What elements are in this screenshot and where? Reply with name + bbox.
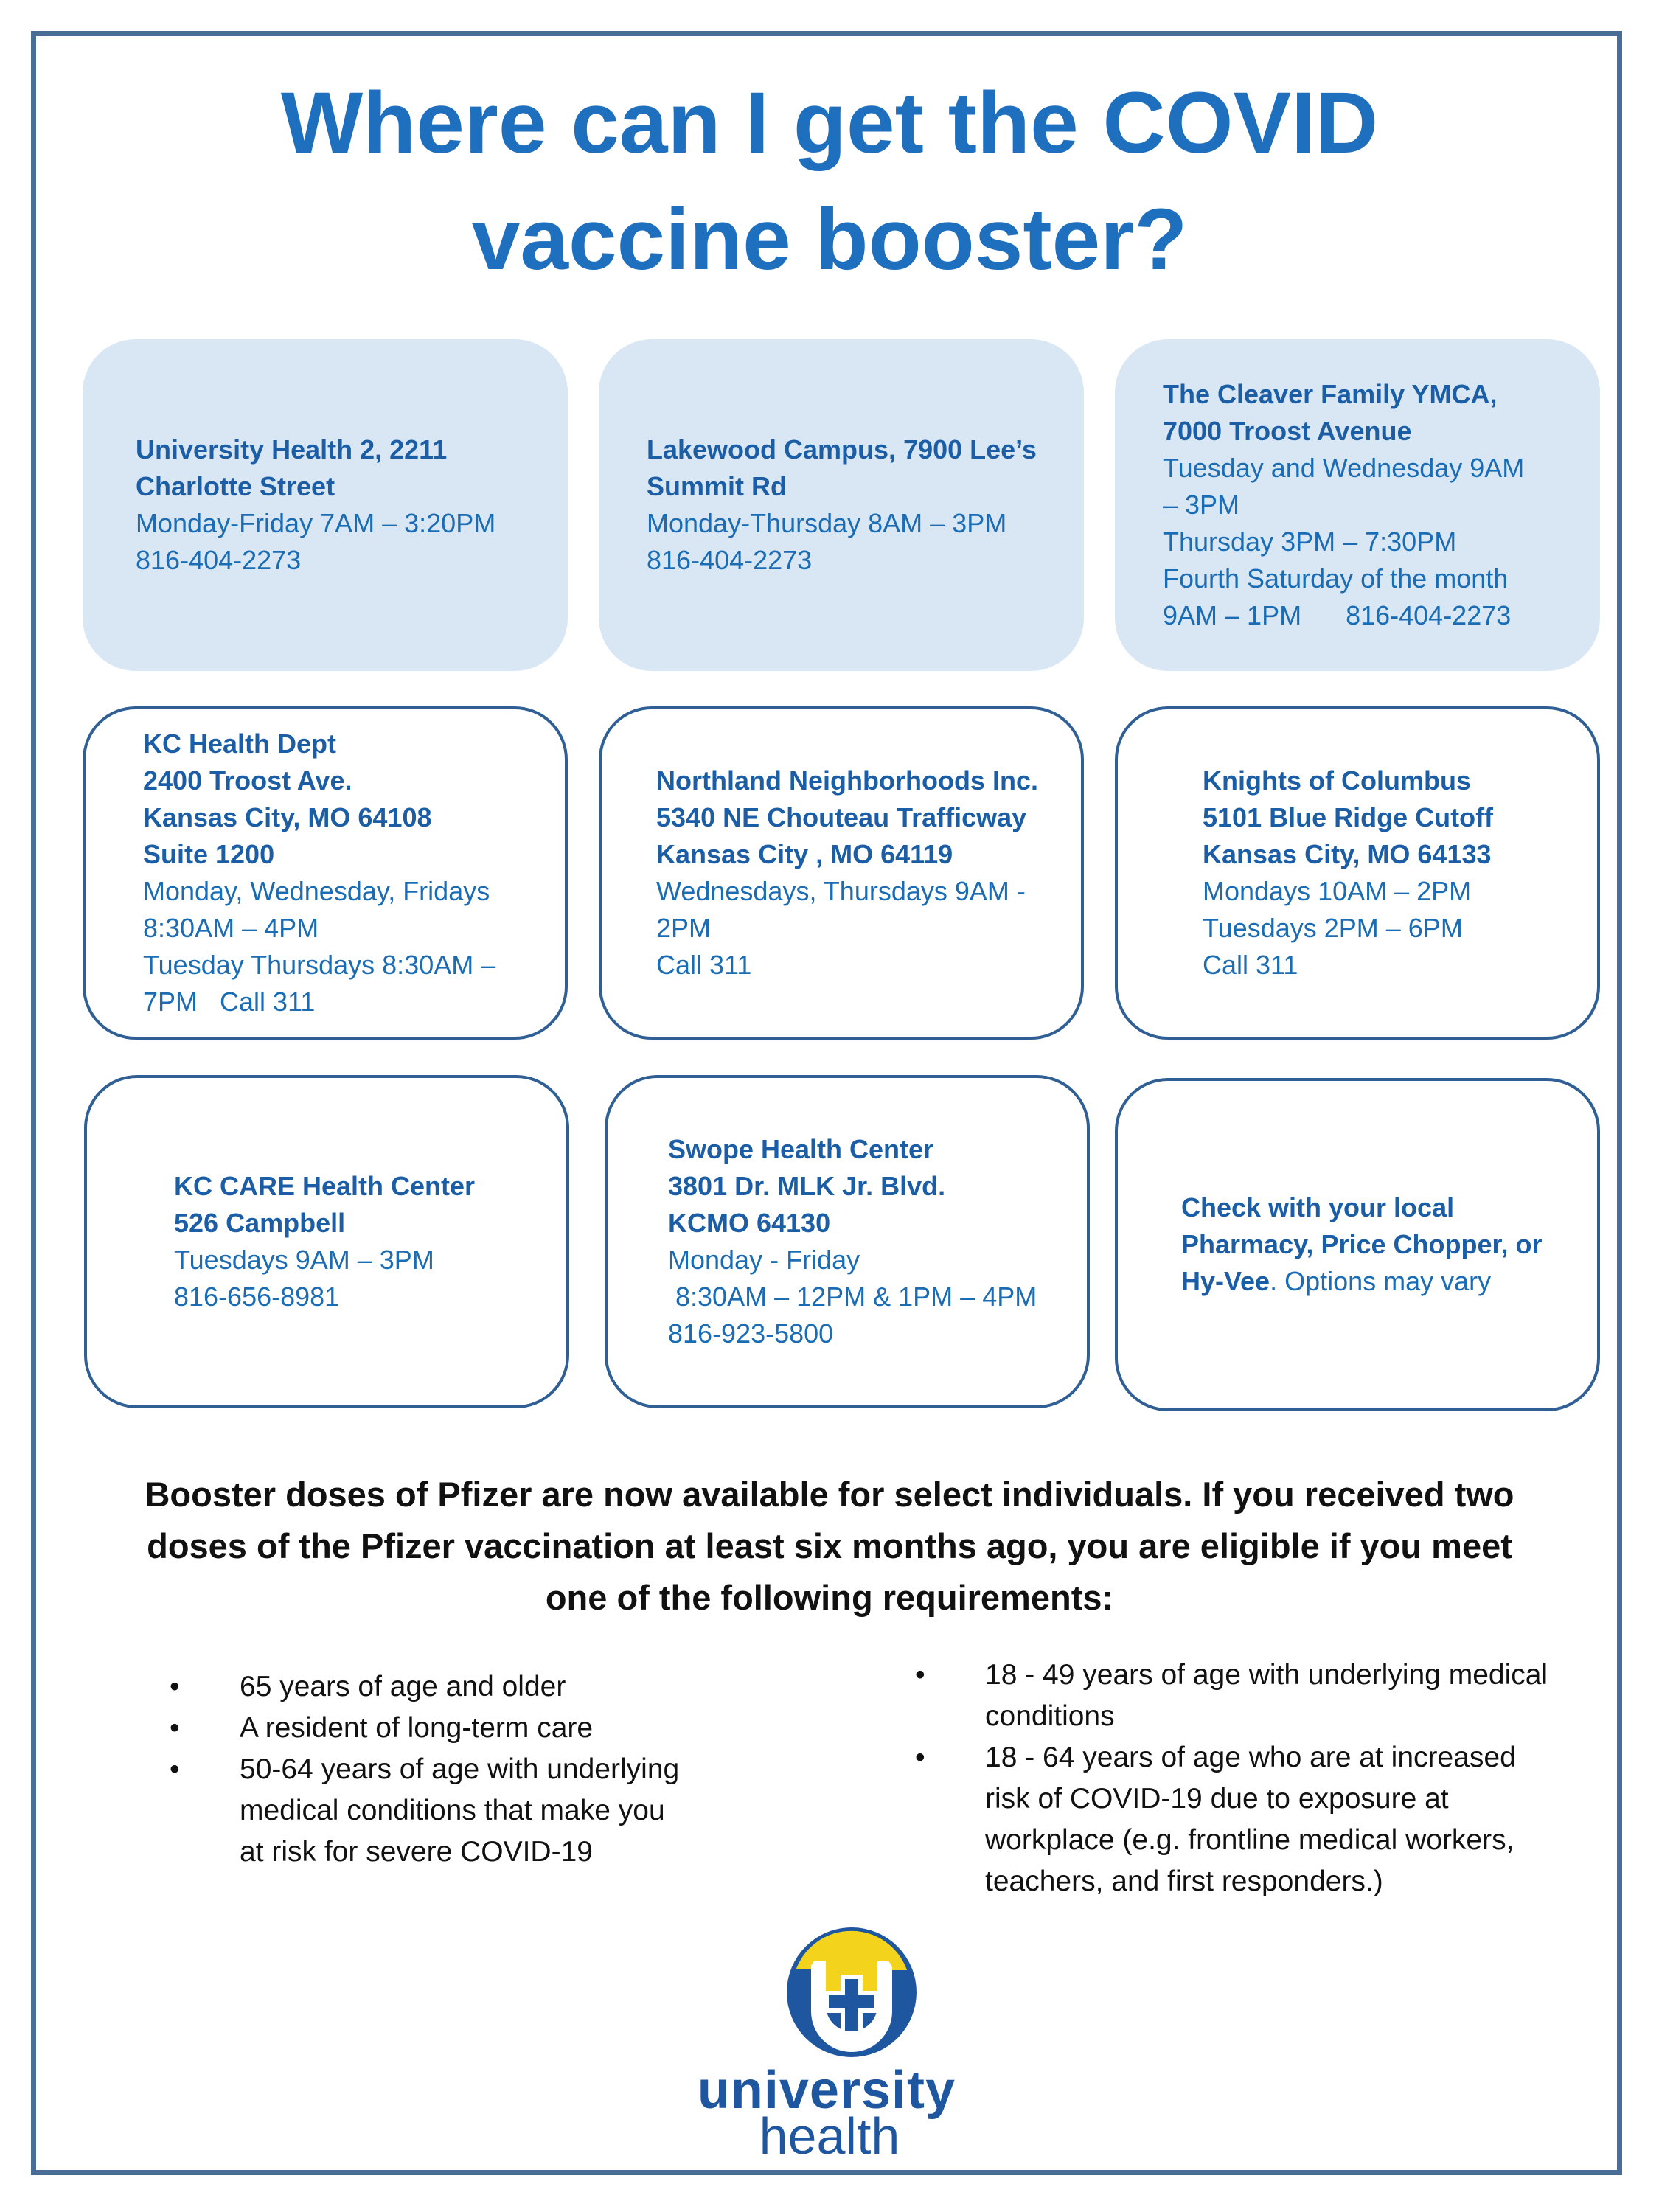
card-address-line: Summit Rd: [647, 471, 787, 501]
location-card-swope-health-center: [605, 1075, 1090, 1408]
bullet-icon: •: [915, 1742, 925, 1773]
card-phone-line: 816-404-2273: [647, 545, 813, 575]
location-card-knights-of-columbus: [1115, 706, 1600, 1040]
booster-line-1: Booster doses of Pfizer are now available for select individuals. If you received two: [145, 1475, 1514, 1514]
card-address-line: 7000 Troost Avenue: [1163, 416, 1412, 446]
card-address-line: KC Health Dept: [143, 728, 337, 759]
requirement-text: at risk for severe COVID-19: [240, 1836, 593, 1868]
card-phone-line: 816-923-5800: [668, 1318, 834, 1349]
card-hours-line: Monday-Friday 7AM – 3:20PM: [136, 508, 496, 538]
bullet-icon: •: [170, 1712, 180, 1744]
card-address-line: Lakewood Campus, 7900 Lee’s: [647, 434, 1037, 465]
card-address-line: The Cleaver Family YMCA,: [1163, 379, 1498, 409]
requirement-item: [170, 1666, 679, 1708]
requirement-item: [915, 1655, 1548, 1737]
card-address-line: Northland Neighborhoods Inc.: [656, 765, 1038, 796]
location-card-university-health-2: [83, 339, 568, 671]
card-hours-line: 8:30AM – 4PM: [143, 913, 319, 943]
card-hours-line: Monday-Thursday 8AM – 3PM: [647, 508, 1007, 538]
logo-word-university: university: [697, 2061, 956, 2120]
pharmacy-line: Check with your local: [1181, 1192, 1455, 1222]
requirement-text: 18 - 49 years of age with underlying medical: [985, 1659, 1548, 1691]
page-title: [0, 65, 1659, 298]
location-card-cleaver-ymca: [1115, 339, 1600, 671]
location-card-local-pharmacy: [1115, 1078, 1600, 1411]
card-address-line: 5340 NE Chouteau Trafficway: [656, 802, 1027, 832]
requirement-text: 50-64 years of age with underlying: [240, 1753, 680, 1785]
requirement-text: A resident of long-term care: [240, 1712, 594, 1744]
card-hours-line: – 3PM: [1163, 490, 1240, 520]
title-line-1: Where can I get the COVID: [280, 74, 1379, 172]
card-address-line: KC CARE Health Center: [174, 1171, 476, 1201]
card-hours-line: 2PM: [656, 913, 712, 943]
title-line-2: vaccine booster?: [471, 191, 1188, 288]
booster-line-3: one of the following requirements:: [545, 1578, 1114, 1617]
bullet-icon: •: [915, 1659, 925, 1691]
card-address-line: 526 Campbell: [174, 1208, 346, 1238]
hy-vee-text: Hy-Vee: [1181, 1266, 1270, 1296]
university-health-cross-icon: [767, 1917, 936, 2065]
card-address-line: Charlotte Street: [136, 471, 335, 501]
card-hours-line: Thursday 3PM – 7:30PM: [1163, 526, 1457, 557]
card-address-line: Kansas City, MO 64133: [1203, 839, 1492, 869]
card-address-line: Swope Health Center: [668, 1134, 934, 1164]
requirement-text: 65 years of age and older: [240, 1671, 566, 1703]
location-card-kc-health-dept: [83, 706, 568, 1040]
card-hours-line: Tuesdays 2PM – 6PM: [1203, 913, 1463, 943]
location-card-lakewood-campus: [599, 339, 1084, 671]
requirements-list-left: [170, 1666, 680, 1873]
requirement-item: [170, 1749, 680, 1873]
card-hours-line: Fourth Saturday of the month: [1163, 563, 1509, 594]
requirements-list-right: [915, 1655, 1548, 1902]
options-may-vary-text: . Options may vary: [1270, 1266, 1492, 1296]
card-phone-line: 816-656-8981: [174, 1281, 340, 1312]
requirement-text: workplace (e.g. frontline medical workers,: [985, 1824, 1514, 1856]
booster-line-2: doses of the Pfizer vaccination at least six months ago, you are eligible if you meet: [147, 1526, 1512, 1565]
card-address-line: Kansas City, MO 64108: [143, 802, 432, 832]
card-hours-line: Monday - Friday: [668, 1245, 860, 1275]
card-address-line: Suite 1200: [143, 839, 275, 869]
requirement-item: [915, 1737, 1548, 1902]
card-hours-phone-line: 9AM – 1PM 816-404-2273: [1163, 600, 1512, 630]
bullet-icon: •: [170, 1753, 180, 1785]
card-hours-line: Tuesdays 9AM – 3PM: [174, 1245, 434, 1275]
card-address-line: KCMO 64130: [668, 1208, 831, 1238]
location-card-northland-neighborhoods: [599, 706, 1084, 1040]
booster-eligibility-heading: [66, 1469, 1593, 1624]
location-card-kc-care-health-center: [84, 1075, 569, 1408]
card-address-line: Knights of Columbus: [1203, 765, 1471, 796]
card-address-line: 2400 Troost Ave.: [143, 765, 352, 796]
requirement-text: teachers, and first responders.): [985, 1865, 1383, 1897]
requirement-text: risk of COVID-19 due to exposure at: [985, 1783, 1449, 1815]
logo-word-health: health: [759, 2107, 900, 2165]
card-address-line: Kansas City , MO 64119: [656, 839, 953, 869]
card-hours-line: Wednesdays, Thursdays 9AM -: [656, 876, 1026, 906]
card-phone-line: Call 311: [1203, 950, 1298, 980]
pharmacy-line-3: [1181, 1263, 1597, 1300]
card-address-line: University Health 2, 2211: [136, 434, 448, 465]
requirement-text: medical conditions that make you: [240, 1795, 665, 1826]
card-hours-line: Monday, Wednesday, Fridays: [143, 876, 490, 906]
card-hours-line: Mondays 10AM – 2PM: [1203, 876, 1472, 906]
requirement-text: 18 - 64 years of age who are at increased: [985, 1742, 1516, 1773]
card-address-line: 3801 Dr. MLK Jr. Blvd.: [668, 1171, 946, 1201]
bullet-icon: •: [170, 1671, 180, 1703]
card-hours-phone-line: 7PM Call 311: [143, 987, 316, 1017]
card-phone-line: 816-404-2273: [136, 545, 302, 575]
pharmacy-line: Pharmacy, Price Chopper, or: [1181, 1229, 1543, 1259]
card-address-line: 5101 Blue Ridge Cutoff: [1203, 802, 1494, 832]
card-phone-line: Call 311: [656, 950, 752, 980]
card-hours-line: 8:30AM – 12PM & 1PM – 4PM: [668, 1281, 1037, 1312]
card-hours-line: Tuesday Thursdays 8:30AM –: [143, 950, 496, 980]
requirement-text: conditions: [985, 1700, 1115, 1732]
requirement-item: [170, 1708, 679, 1749]
card-hours-line: Tuesday and Wednesday 9AM: [1163, 453, 1525, 483]
